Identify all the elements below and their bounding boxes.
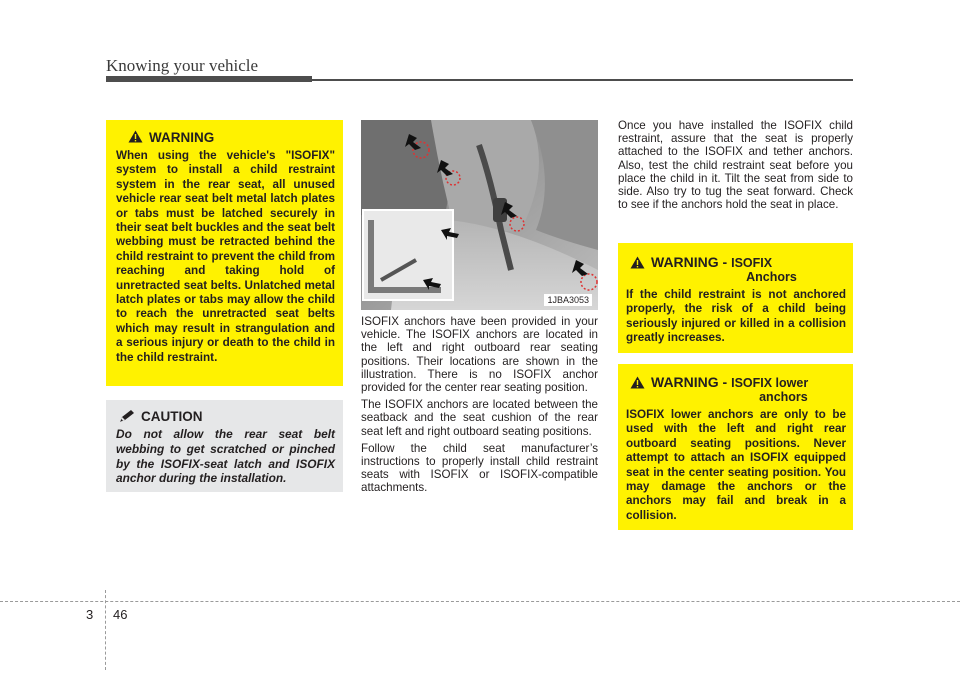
warning-title-prefix: WARNING - [651,254,732,270]
figure-id: 1JBA3053 [544,294,592,306]
paragraph: Follow the child seat manufacturer’s instructions to properly install child restraint seats with ISOFIX or ISOFIX-compatible attachments. [361,441,598,495]
rear-seat-photo [361,120,598,310]
warning-heading [128,130,335,145]
warning-triangle-icon [128,130,143,143]
chapter-number: 3 [86,607,94,622]
warning-box-isofix-lower-anchors [618,364,853,530]
warning-title: WARNING [149,130,215,145]
caution-box [106,400,343,492]
isofix-anchor-illustration [361,120,598,310]
warning-heading [630,374,846,404]
warning-title-line: anchors [759,390,808,404]
warning-title-subject [731,376,808,404]
header-rule-accent [106,76,312,82]
footer-rule [0,601,960,602]
paragraph: The ISOFIX anchors are located between the seatback and the seat cushion of the rear seat left and right outboard seating positions. [361,398,598,438]
warning-title-line: ISOFIX [731,256,773,270]
warning-title-prefix: WARNING - [651,374,732,390]
isofix-installation-check [618,119,853,215]
warning-triangle-icon [630,256,645,269]
warning-body: ISOFIX lower anchors are only to be used with the left and right rear outboard seating positions. Never attempt to attach an ISOFIX equipped seat in the center seating position. You may damage the anchors or the anchors may fail and break in a collision. [626,408,846,522]
paragraph: Once you have installed the ISOFIX child restraint, assure that the seat is properly attached to the ISOFIX and tether anchors. Also, test the child restraint seat before you place the child in it. Tilt the seat from side to side. Also try to tug the seat forward. Check to see if the anchors hold the seat in place. [618,119,853,212]
paragraph: ISOFIX anchors have been provided in your vehicle. The ISOFIX anchors are located in the left and right outboard rear seating positions. Their locations are shown in the illustration. There is no ISOFIX anchor provided for the center rear seating position. [361,315,598,395]
page-number: 46 [113,607,128,622]
warning-body: If the child restraint is not anchored properly, the risk of a child being seriously injured or killed in a collision greatly increases. [626,288,846,345]
warning-heading [630,254,846,284]
footer-divider [105,590,106,670]
warning-box-isofix-anchors [618,243,853,353]
isofix-description [361,315,598,499]
caution-heading [118,409,335,424]
warning-box-seat-belts [106,120,343,386]
caution-body: Do not allow the rear seat belt webbing to get scratched or pinched by the ISOFIX-seat latch and ISOFIX anchor during the installation. [116,427,335,486]
warning-triangle-icon [630,376,645,389]
warning-title-line: Anchors [746,270,797,284]
warning-title-subject [731,256,797,284]
warning-body: When using the vehicle's "ISOFIX" system to install a child restraint system in the rear seat, all unused vehicle rear seat belt metal latch plates or tabs must be latched securely in their seat belt buckles and the seat belt webbing must be retracted behind the child restraint to prevent the child from reaching and taking hold of unretracted seat belts. Unlatched metal latch plates or tabs may allow the child to reach the unretracted seat belts which may result in strangulation and a serious injury or death to the child in the child restraint. [116,149,335,364]
warning-title-line: ISOFIX lower [731,376,809,390]
caution-title: CAUTION [141,409,203,424]
running-header-title: Knowing your vehicle [106,56,259,75]
caution-pencil-icon [118,409,136,423]
